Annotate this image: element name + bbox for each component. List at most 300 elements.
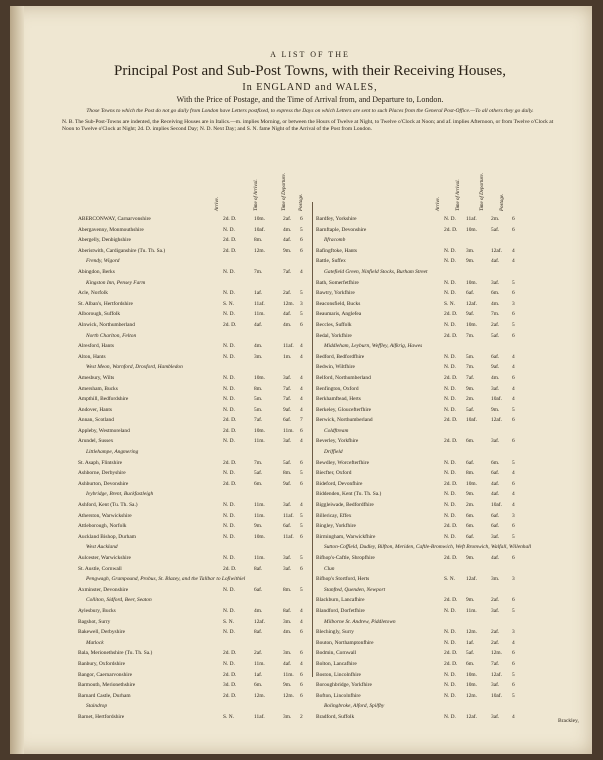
- place-name: Bofton, Lincolnfhire: [316, 692, 361, 699]
- postage-value: 6: [300, 480, 303, 487]
- postage-value: 6: [300, 427, 303, 434]
- col-arrive-right: Arrive.: [436, 196, 441, 211]
- arrive-day: N. D.: [444, 459, 456, 466]
- place-name: Amesbury, Wilts: [78, 374, 115, 381]
- col-time-arrival-left: Time of Arrival.: [254, 179, 259, 211]
- place-name: Biggleiwade, Bedfordfhire: [316, 502, 374, 509]
- table-row: [316, 650, 550, 661]
- place-name: Bardfey, Yorkshire: [316, 216, 357, 222]
- arrive-day: N. D.: [444, 279, 456, 286]
- departure-time: 12af.: [491, 247, 502, 254]
- place-name: West Meon, Warnford, Droxford, Hambledon: [86, 364, 183, 371]
- arrive-day: N. D.: [223, 396, 235, 403]
- table-row: [316, 216, 550, 227]
- table-row: [78, 650, 310, 661]
- place-name: Berwick, Northumberland: [316, 417, 373, 424]
- table-row: [78, 449, 310, 460]
- arrive-day: N. D.: [444, 396, 456, 403]
- place-name: Barnftaple, Devonshire: [316, 226, 367, 233]
- arrive-day: N. D.: [444, 713, 456, 720]
- table-row: [78, 714, 310, 725]
- arrive-day: N. D.: [223, 311, 235, 318]
- departure-time: 8af.: [283, 607, 292, 614]
- arrive-day: N. D.: [444, 258, 456, 265]
- arrive-day: 2d. D.: [444, 480, 458, 487]
- place-name: Auckland Bishop, Durham: [78, 533, 136, 540]
- departure-time: 3af.: [283, 438, 292, 445]
- table-row: [316, 640, 550, 651]
- postage-value: 4: [300, 385, 303, 392]
- table-row: [316, 491, 550, 502]
- arrival-time: 10m.: [466, 279, 477, 286]
- postage-value: 6: [512, 417, 515, 424]
- arrival-time: 11m.: [254, 311, 265, 318]
- postage-value: 4: [512, 639, 515, 646]
- departure-time: 12m.: [491, 650, 502, 657]
- departure-time: 2af.: [491, 597, 500, 604]
- arrive-day: N. D.: [444, 502, 456, 509]
- place-name: Bagshot, Surry: [78, 618, 111, 625]
- arrival-time: 4af.: [254, 321, 263, 328]
- arrival-time: 9m.: [466, 385, 475, 392]
- postage-value: 3: [512, 576, 515, 583]
- arrival-time: 1af.: [466, 639, 475, 646]
- table-row: [78, 470, 310, 481]
- postage-value: 4: [300, 406, 303, 413]
- postage-value: 6: [300, 216, 303, 222]
- place-name: Berkeley, Gloucefterfhire: [316, 406, 372, 413]
- table-row: [78, 544, 310, 555]
- table-row: [316, 407, 550, 418]
- postage-value: 4: [300, 268, 303, 275]
- table-row: [78, 693, 310, 704]
- table-row: [316, 460, 550, 471]
- table-row: [316, 481, 550, 492]
- table-row: [316, 301, 550, 312]
- postage-value: 6: [512, 682, 515, 689]
- postage-value: 5: [512, 671, 515, 678]
- departure-time: 3af.: [283, 565, 292, 572]
- arrive-day: 2d. D.: [444, 374, 458, 381]
- table-row: [78, 672, 310, 683]
- arrive-day: 2d. D.: [444, 311, 458, 318]
- departure-time: 6af.: [491, 512, 500, 519]
- departure-time: 3af.: [491, 533, 500, 540]
- table-row: [316, 269, 550, 280]
- place-name: Ashburton, Devonshire: [78, 480, 129, 487]
- table-row: [316, 566, 550, 577]
- table-row: [78, 460, 310, 471]
- departure-time: 12m.: [283, 692, 294, 699]
- arrive-day: 2d. D.: [223, 216, 237, 222]
- place-name: Blandford, Dorfetfhire: [316, 607, 365, 614]
- place-name: Banbury, Oxfordshire: [78, 660, 125, 667]
- main-title: Principal Post and Sub-Post Towns, with their Receiving Houses,: [114, 63, 506, 79]
- departure-time: 3af.: [491, 385, 500, 392]
- arrive-day: N. D.: [444, 470, 456, 477]
- table-row: [316, 587, 550, 598]
- place-name: Bafingftoke, Hants: [316, 247, 358, 254]
- arrive-day: 2d. D.: [223, 247, 237, 254]
- table-row: [316, 375, 550, 386]
- arrive-day: S. N.: [444, 576, 455, 583]
- postage-value: 6: [512, 311, 515, 318]
- arrive-day: N. D.: [223, 226, 235, 233]
- arrive-day: N. D.: [223, 629, 235, 636]
- departure-time: 7af.: [491, 660, 500, 667]
- arrive-day: N. D.: [223, 385, 235, 392]
- postage-value: 6: [300, 692, 303, 699]
- departure-time: 10af.: [491, 502, 502, 509]
- table-row: [78, 640, 310, 651]
- table-row: [316, 311, 550, 322]
- arrival-time: 11m.: [254, 512, 265, 519]
- arrive-day: N. D.: [223, 268, 235, 275]
- postage-value: 4: [512, 396, 515, 403]
- arrive-day: N. D.: [444, 607, 456, 614]
- arrival-time: 11af.: [466, 216, 477, 222]
- place-name: Abingdon, Berks: [78, 268, 115, 275]
- arrival-time: 9m.: [254, 523, 263, 530]
- place-name: Clun: [324, 565, 335, 572]
- departure-time: 4m.: [491, 374, 500, 381]
- departure-time: 10af.: [491, 692, 502, 699]
- arrive-day: N. D.: [223, 353, 235, 360]
- arrival-time: 6m.: [466, 523, 475, 530]
- place-name: Bangor, Caernarvonshire: [78, 671, 132, 678]
- postage-value: 4: [512, 502, 515, 509]
- table-row: [78, 343, 310, 354]
- arrive-day: 2d. D.: [444, 438, 458, 445]
- arrive-day: 2d. D.: [223, 321, 237, 328]
- arrival-time: 6m.: [466, 512, 475, 519]
- table-row: [78, 311, 310, 322]
- place-name: Billericay, Effex: [316, 512, 352, 519]
- table-row: [316, 354, 550, 365]
- place-name: Alnwick, Northumberland: [78, 321, 135, 328]
- table-row: [316, 523, 550, 534]
- departure-time: 1m.: [283, 353, 292, 360]
- arrive-day: 2d. D.: [223, 565, 237, 572]
- departure-time: 4af.: [283, 237, 292, 244]
- postage-value: 5: [300, 523, 303, 530]
- table-row: [78, 513, 310, 524]
- arrival-time: 5m.: [254, 396, 263, 403]
- place-name: Ilfracomb: [324, 237, 346, 244]
- arrival-time: 7af.: [254, 417, 263, 424]
- place-name: ABERCONWAY, Carnarvonshire: [78, 216, 151, 222]
- table-row: [78, 566, 310, 577]
- departure-time: 2af.: [283, 290, 292, 297]
- place-name: Bingley, Yorkfhire: [316, 523, 356, 530]
- postage-value: 6: [512, 290, 515, 297]
- table-row: [316, 502, 550, 513]
- arrival-time: 12af.: [466, 713, 477, 720]
- arrive-day: N. D.: [223, 533, 235, 540]
- place-name: Matlock: [86, 639, 104, 646]
- arrival-time: 7m.: [254, 459, 263, 466]
- place-name: Belford, Northumberland: [316, 374, 371, 381]
- arrival-time: 8af.: [254, 629, 263, 636]
- departure-time: 4af.: [491, 480, 500, 487]
- departure-time: 3m.: [283, 713, 292, 720]
- departure-time: 3af.: [283, 374, 292, 381]
- arrive-day: N. D.: [223, 438, 235, 445]
- table-row: [78, 227, 310, 238]
- arrive-day: N. D.: [444, 385, 456, 392]
- place-name: Abergavenny, Monmouthshire: [78, 226, 144, 233]
- departure-time: 11af.: [283, 533, 294, 540]
- table-row: [78, 576, 310, 587]
- arrival-time: 9m.: [466, 597, 475, 604]
- departure-time: 8m.: [283, 470, 292, 477]
- arrive-day: 2d. D.: [444, 660, 458, 667]
- postage-value: 5: [512, 533, 515, 540]
- table-row: [316, 544, 550, 555]
- table-row: [316, 672, 550, 683]
- postage-value: 6: [512, 374, 515, 381]
- arrive-day: N. D.: [444, 692, 456, 699]
- table-row: [78, 523, 310, 534]
- postage-value: 4: [512, 385, 515, 392]
- table-row: [78, 534, 310, 545]
- table-row: [78, 703, 310, 714]
- arrive-day: 2d. D.: [223, 692, 237, 699]
- col-postage-left: Postage.: [299, 193, 304, 211]
- table-row: [78, 481, 310, 492]
- departure-time: 3af.: [283, 555, 292, 561]
- arrival-time: 6m.: [466, 660, 475, 667]
- arrive-day: 3d. D.: [223, 682, 237, 689]
- col-time-arrival-right: Time of Arrival.: [456, 179, 461, 211]
- place-name: Blackburn, Lancafhire: [316, 597, 365, 604]
- table-row: [78, 619, 310, 630]
- departure-time: 4af.: [283, 660, 292, 667]
- place-name: Bradford, Suffolk: [316, 713, 355, 720]
- arrival-time: 4m.: [254, 607, 263, 614]
- table-row: [78, 333, 310, 344]
- place-name: Arundel, Sussex: [78, 438, 114, 445]
- postage-value: 6: [512, 597, 515, 604]
- arrive-day: N. D.: [223, 586, 235, 593]
- arrive-day: N. D.: [223, 406, 235, 413]
- postage-value: 3: [512, 300, 515, 307]
- arrive-day: 2d. D.: [444, 523, 458, 530]
- arrive-day: N. D.: [223, 343, 235, 350]
- table-row: [316, 661, 550, 672]
- postage-value: 6: [300, 247, 303, 254]
- place-name: Annan, Scotland: [78, 417, 114, 424]
- postage-value: 6: [300, 533, 303, 540]
- postage-value: 6: [300, 629, 303, 636]
- table-row: [78, 280, 310, 291]
- arrival-time: 12m.: [466, 629, 477, 636]
- arrival-time: 10m.: [466, 480, 477, 487]
- postage-value: 4: [512, 353, 515, 360]
- departure-time: 3af.: [491, 713, 500, 720]
- arrive-day: N. D.: [444, 216, 456, 222]
- table-row: [316, 417, 550, 428]
- postage-value: 6: [300, 237, 303, 244]
- departure-time: 12m.: [283, 300, 294, 307]
- departure-time: 5af.: [491, 226, 500, 233]
- table-row: [316, 619, 550, 630]
- arrive-day: N. D.: [223, 660, 235, 667]
- postage-value: 6: [512, 660, 515, 667]
- postage-value: 4: [512, 364, 515, 371]
- place-name: Staindrop: [86, 703, 108, 710]
- table-row: [316, 576, 550, 587]
- arrival-time: 2af.: [254, 650, 263, 657]
- postage-value: 5: [512, 406, 515, 413]
- place-name: Stanfted, Quenden, Newport: [324, 586, 386, 593]
- place-name: Gatefield Green, Ninfield Stocks, Burham Street: [324, 268, 428, 275]
- arrival-time: 8m.: [254, 385, 263, 392]
- place-name: Acle, Norfolk: [78, 290, 108, 297]
- arrival-time: 10m.: [254, 374, 265, 381]
- arrival-time: 11m.: [254, 438, 265, 445]
- postage-value: 2: [300, 713, 303, 720]
- arrival-time: 5af.: [466, 650, 475, 657]
- postage-value: 5: [300, 290, 303, 297]
- arrive-day: N. D.: [223, 523, 235, 530]
- place-name: Frendy, Wigord: [86, 258, 120, 265]
- table-row: [316, 608, 550, 619]
- place-name: Boroughbridge, Yorkfhire: [316, 682, 372, 689]
- departure-time: 4m.: [283, 226, 292, 233]
- departure-time: 4m.: [283, 629, 292, 636]
- place-name: Bewdley, Worcefterfhire: [316, 459, 369, 466]
- table-row: [316, 714, 550, 725]
- table-row: [316, 449, 550, 460]
- postage-value: 6: [512, 438, 515, 445]
- arrive-day: N. D.: [444, 639, 456, 646]
- arrive-day: N. D.: [444, 290, 456, 297]
- table-row: [78, 237, 310, 248]
- place-name: Ashford, Kent (Tu. Th. Sa.): [78, 502, 138, 509]
- arrival-time: 7m.: [466, 332, 475, 339]
- postage-value: 6: [300, 321, 303, 328]
- table-row: [78, 502, 310, 513]
- place-name: Bifhop's Stortford, Herts: [316, 576, 370, 583]
- left-table: [78, 216, 310, 725]
- departure-time: 9af.: [491, 364, 500, 371]
- departure-time: 6af.: [283, 417, 292, 424]
- postage-value: 6: [512, 226, 515, 233]
- table-row: [316, 364, 550, 375]
- place-name: Bedal, Yorkfhire: [316, 332, 352, 339]
- departure-time: 6af.: [491, 470, 500, 477]
- place-name: Colliton, Sidford, Beer, Seaton: [86, 597, 152, 604]
- departure-time: 5af.: [491, 332, 500, 339]
- place-name: Coldftream: [324, 427, 349, 434]
- arrival-time: 2m.: [466, 396, 475, 403]
- place-name: Birmingham, Warwickfhire: [316, 533, 376, 540]
- table-row: [316, 333, 550, 344]
- postage-value: 6: [300, 682, 303, 689]
- table-row: [316, 396, 550, 407]
- postage-value: 6: [512, 480, 515, 487]
- place-name: St. Alban's, Hertfordshire: [78, 300, 133, 307]
- arrival-time: 12m.: [254, 692, 265, 699]
- postage-value: 4: [300, 607, 303, 614]
- departure-time: 9af.: [283, 406, 292, 413]
- table-row: [316, 682, 550, 693]
- arrival-time: 10m.: [466, 671, 477, 678]
- postage-value: 4: [512, 258, 515, 265]
- table-row: [316, 428, 550, 439]
- table-row: [316, 513, 550, 524]
- place-name: Appleby, Westmoreland: [78, 427, 130, 434]
- postage-value: 5: [300, 512, 303, 519]
- place-name: Bawtry, Yorkfhire: [316, 290, 355, 297]
- table-row: [316, 258, 550, 269]
- postage-value: 4: [512, 247, 515, 254]
- table-row: [316, 534, 550, 545]
- col-time-departure-right: Time of Departure.: [480, 172, 485, 211]
- italic-note: Those Towns to which the Post do not go daily from London have Letters postfixed, to express the Days on which Letters are sent to such Places from the General Post-Office.—To all others they go daily.: [86, 108, 534, 114]
- departure-time: 3m.: [283, 618, 292, 625]
- arrival-time: 5af.: [254, 470, 263, 477]
- arrive-day: 2d. D.: [444, 650, 458, 657]
- table-row: [78, 661, 310, 672]
- departure-time: 9m.: [491, 406, 500, 413]
- arrival-time: 6m.: [254, 480, 263, 487]
- table-row: [78, 587, 310, 598]
- arrive-day: N. D.: [444, 364, 456, 371]
- arrival-time: 9m.: [466, 258, 475, 265]
- arrive-day: 2d. D.: [444, 226, 458, 233]
- departure-time: 4m.: [283, 321, 292, 328]
- place-name: Aylesbury, Bucks: [78, 607, 116, 614]
- arrival-time: 11m.: [466, 607, 477, 614]
- place-name: North Charlton, Felton: [86, 332, 137, 339]
- table-row: [316, 693, 550, 704]
- arrive-day: 2d. D.: [444, 555, 458, 561]
- place-name: Axminster, Devonshire: [78, 586, 129, 593]
- table-row: [316, 703, 550, 714]
- postage-value: 4: [300, 343, 303, 350]
- table-row: [316, 343, 550, 354]
- postage-value: 5: [300, 311, 303, 318]
- table-row: [316, 629, 550, 640]
- postage-value: 5: [512, 279, 515, 286]
- departure-time: 3af.: [491, 607, 500, 614]
- place-name: Bifhop's-Caftle, Shropfhire: [316, 555, 375, 561]
- postage-value: 5: [512, 607, 515, 614]
- departure-time: 6af.: [283, 523, 292, 530]
- postage-value: 6: [300, 650, 303, 657]
- table-row: [78, 322, 310, 333]
- postage-value: 5: [300, 470, 303, 477]
- departure-time: 7af.: [283, 396, 292, 403]
- arrive-day: N. D.: [444, 671, 456, 678]
- departure-time: 3m.: [283, 650, 292, 657]
- arrival-time: 10m.: [466, 226, 477, 233]
- place-name: Alton, Hants: [78, 353, 106, 360]
- table-row: [78, 248, 310, 259]
- table-row: [78, 375, 310, 386]
- departure-time: 4af.: [491, 491, 500, 498]
- postage-value: 6: [300, 459, 303, 466]
- arrival-time: 5m.: [466, 353, 475, 360]
- departure-time: 11m.: [283, 427, 294, 434]
- postage-value: 6: [512, 650, 515, 657]
- table-row: [78, 216, 310, 227]
- arrival-time: 10af.: [466, 417, 477, 424]
- arrival-time: 11af.: [254, 300, 265, 307]
- departure-time: 10af.: [491, 396, 502, 403]
